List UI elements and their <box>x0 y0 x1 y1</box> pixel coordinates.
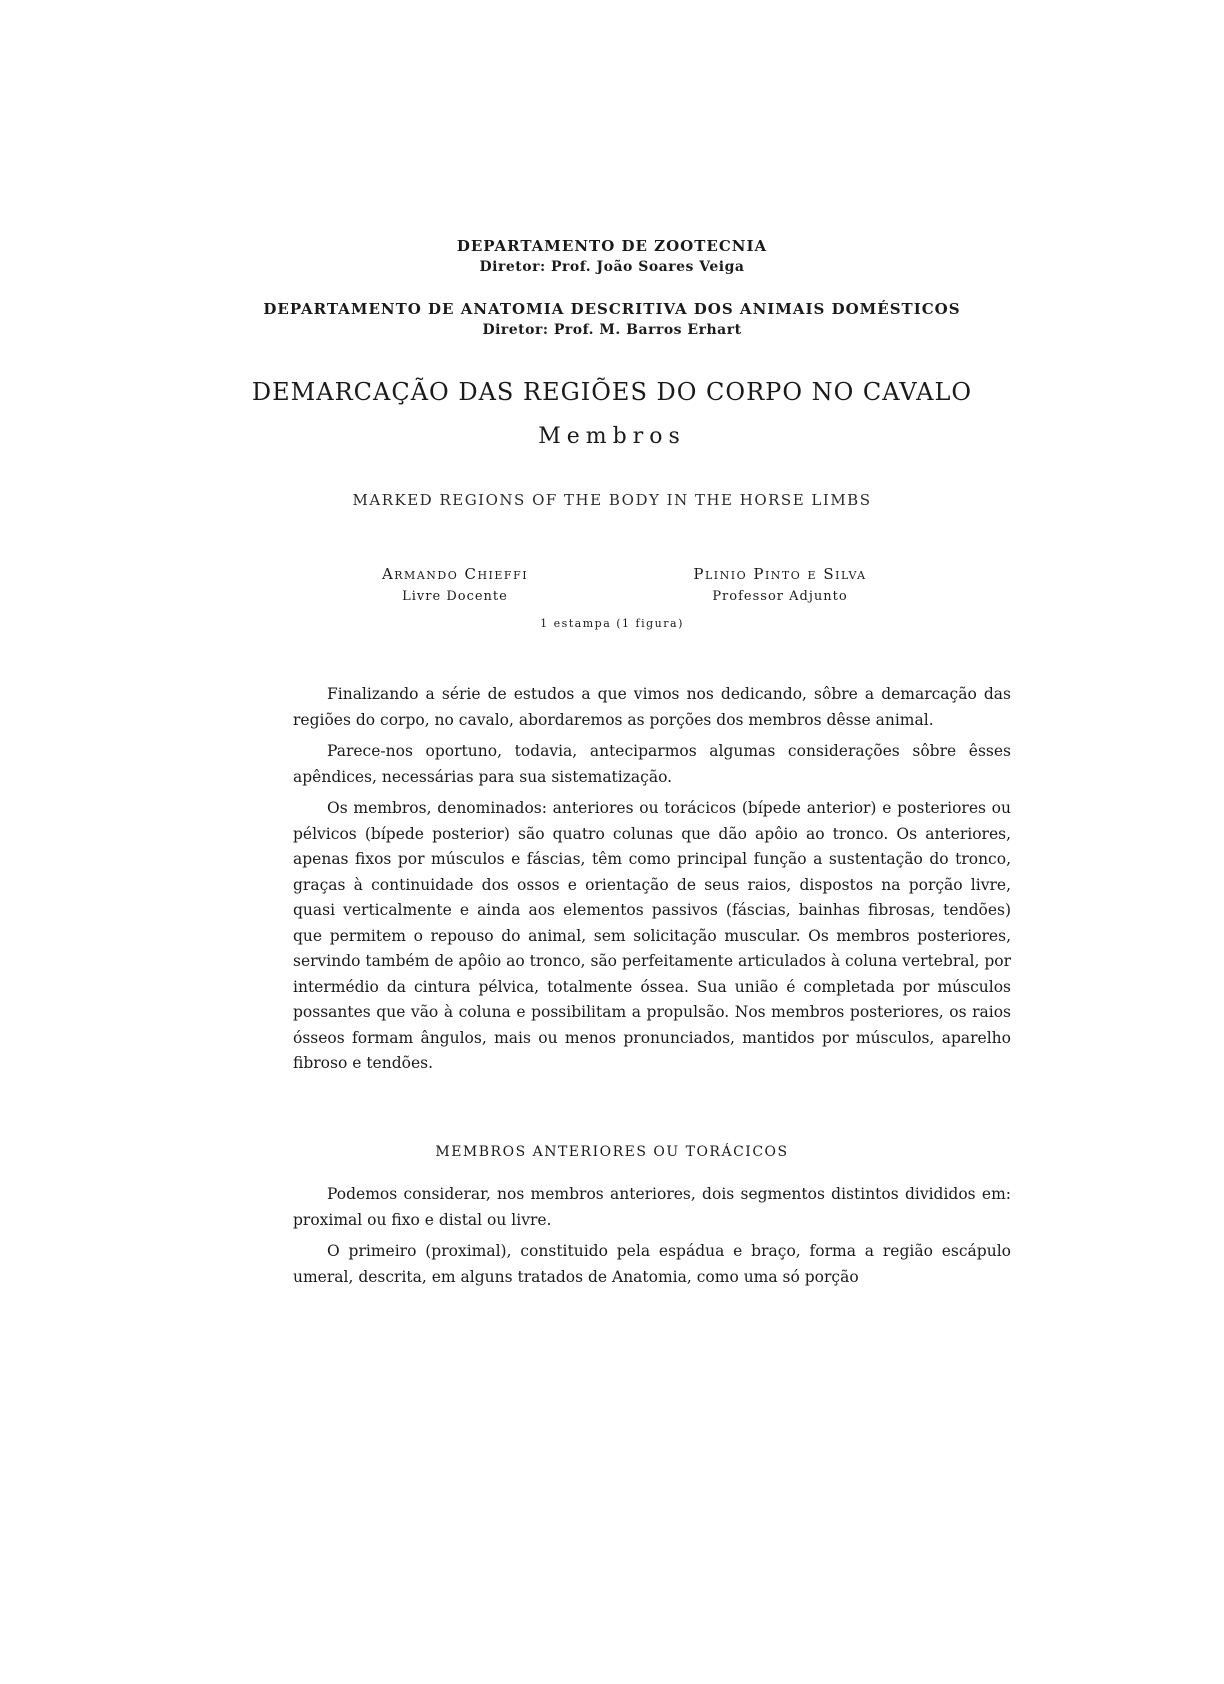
author-1-role: Livre Docente <box>402 589 508 604</box>
author-1-name: Armando Chieffi <box>381 565 529 583</box>
paragraph-1: Finalizando a série de estudos a que vimos nos dedicando, sôbre a demarcação das regiões do corpo, no cavalo, abordaremos as porções dos membros dêsse animal. <box>293 685 1011 729</box>
section-body <box>293 1182 1011 1296</box>
section-paragraph-1: Podemos considerar, nos membros anteriores, dois segmentos distintos divididos em: proximal ou fixo e distal ou livre. <box>293 1185 1011 1229</box>
section-heading: MEMBROS ANTERIORES OU TORÁCICOS <box>435 1144 789 1160</box>
department-2-director: Diretor: Prof. M. Barros Erhart <box>482 322 742 338</box>
english-title: MARKED REGIONS OF THE BODY IN THE HORSE LIMBS <box>352 491 872 509</box>
department-1-director: Diretor: Prof. João Soares Veiga <box>479 259 745 275</box>
article-title: DEMARCAÇÃO DAS REGIÕES DO CORPO NO CAVALO <box>251 378 973 406</box>
section-paragraph-2: O primeiro (proximal), constituido pela espádua e braço, forma a região escápulo umeral, descrita, em alguns tratados de Anatomia, como uma só porção <box>293 1242 1011 1286</box>
plates-note: 1 estampa (1 figura) <box>540 617 684 630</box>
author-2 <box>630 565 930 604</box>
article-subtitle: Membros <box>538 424 686 449</box>
paragraph-2: Parece-nos oportuno, todavia, anteciparmos algumas considerações sôbre êsses apêndices, necessárias para sua sistematização. <box>293 742 1011 786</box>
department-1: DEPARTAMENTO DE ZOOTECNIA <box>456 237 768 255</box>
author-2-name: Plinio Pinto e Silva <box>693 565 867 583</box>
paragraph-3: Os membros, denominados: anteriores ou torácicos (bípede anterior) e posteriores ou pélvicos (bípede posterior) são quatro colunas que dão apôio ao tronco. Os anteriores, apenas fixos por músculos e fáscias, têm como principal função a sustentação do tronco, graças à continuidade dos ossos e orientação de seus raios, dispostos na porção livre, quasi verticalmente e ainda aos elementos passivos (fáscias, bainhas fibrosas, tendões) que permitem o repouso do animal, sem solicitação muscular. Os membros posteriores, servindo também de apôio ao tronco, são perfeitamente articulados à coluna vertebral, por intermédio da cintura pélvica, totalmente óssea. Sua união é completada por músculos possantes que vão à coluna e possibilitam a propulsão. Nos membros posteriores, os raios ósseos formam ângulos, mais ou menos pronunciados, mantidos por músculos, aparelho fibroso e tendões. <box>293 799 1011 1072</box>
department-2: DEPARTAMENTO DE ANATOMIA DESCRITIVA DOS ANIMAIS DOMÉSTICOS <box>263 300 961 318</box>
author-2-role: Professor Adjunto <box>712 589 848 604</box>
author-1 <box>305 565 605 604</box>
intro-body <box>293 682 1011 1083</box>
